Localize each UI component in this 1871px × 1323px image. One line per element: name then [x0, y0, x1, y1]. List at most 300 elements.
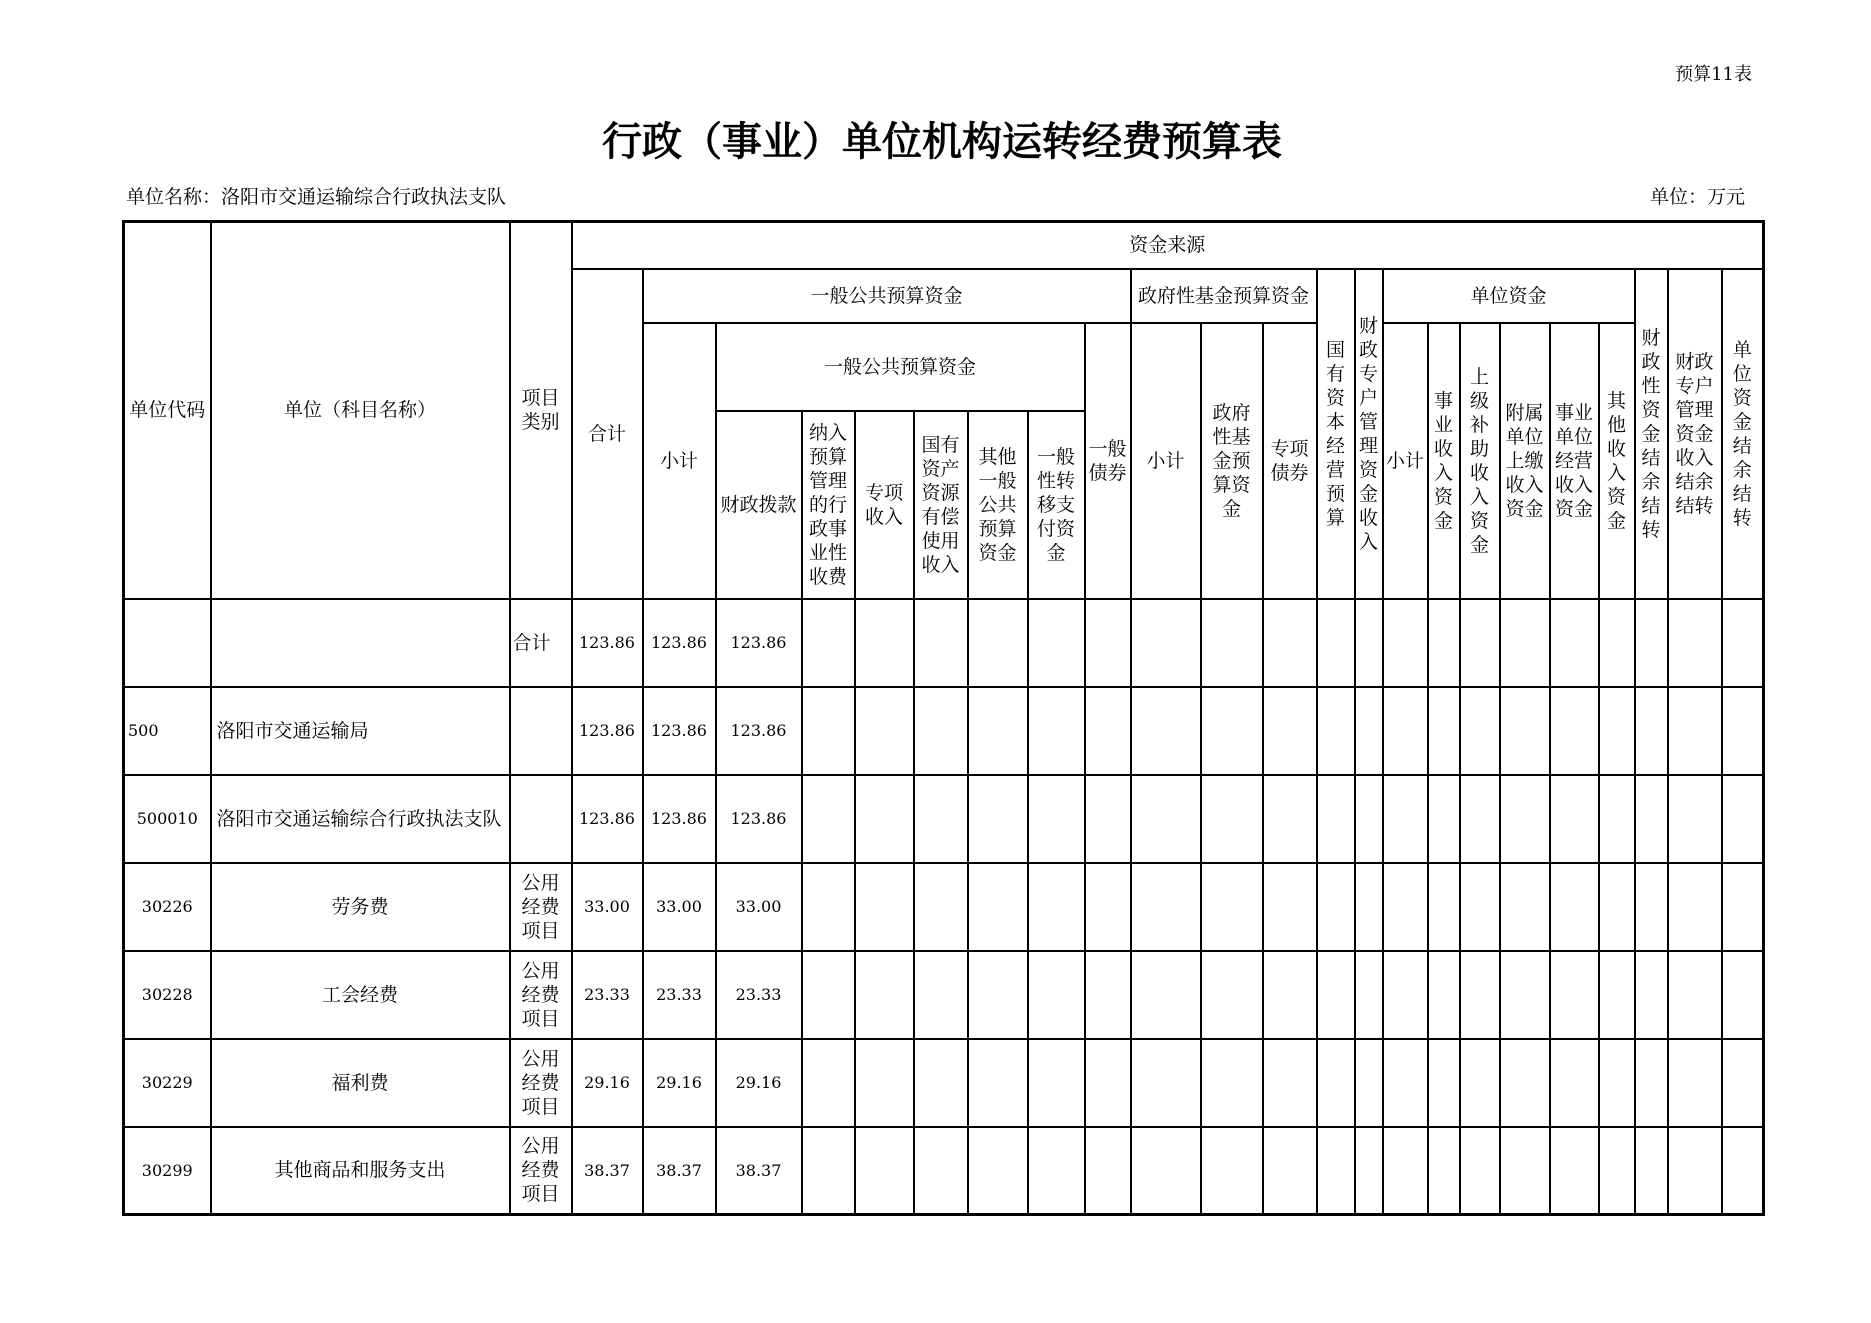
- col-state-capital-budget-label: 国有资本经营预算: [1325, 338, 1345, 529]
- empty-cell: [1599, 775, 1635, 863]
- col-gpb-subtotal-header: [643, 323, 716, 599]
- empty-cell: [1722, 775, 1764, 863]
- fiscal-appropriation-amount-cell: [716, 775, 802, 863]
- subtotal-amount-text: 33.00: [656, 897, 702, 916]
- unit-name-text: 劳务费: [331, 895, 389, 918]
- unit-code-cell: [124, 775, 211, 863]
- subtotal-amount-cell: [643, 1127, 716, 1215]
- project-category-text: 合计: [512, 632, 551, 654]
- fiscal-appropriation-amount-text: 123.86: [730, 809, 787, 828]
- empty-cell: [1028, 1039, 1085, 1127]
- empty-cell: [1263, 775, 1317, 863]
- col-transfer-payment-header: [1028, 411, 1085, 599]
- col-uf-subtotal-label: 小计: [1385, 449, 1424, 472]
- total-amount-text: 29.16: [584, 1073, 630, 1092]
- empty-cell: [914, 687, 968, 775]
- col-unit-code-label: 单位代码: [129, 399, 206, 422]
- fiscal-appropriation-amount-cell: [716, 1127, 802, 1215]
- total-amount-cell: [572, 775, 643, 863]
- empty-cell: [1599, 599, 1635, 687]
- empty-cell: [1550, 863, 1599, 951]
- unit-name-label: 单位名称：: [126, 186, 222, 208]
- col-general-public-budget-label: 一般公共预算资金: [810, 284, 963, 307]
- fiscal-appropriation-amount-cell: [716, 863, 802, 951]
- col-fiscal-special-account-header: [1355, 269, 1383, 599]
- empty-cell: [1460, 687, 1500, 775]
- empty-cell: [1635, 599, 1668, 687]
- empty-cell: [1383, 687, 1428, 775]
- total-amount-text: 123.86: [579, 809, 635, 828]
- empty-cell: [1317, 599, 1355, 687]
- empty-cell: [1028, 599, 1085, 687]
- col-special-income-header: [855, 411, 914, 599]
- empty-cell: [802, 687, 855, 775]
- empty-cell: [1201, 951, 1263, 1039]
- empty-cell: [1668, 599, 1722, 687]
- col-business-income-header: [1428, 323, 1460, 599]
- empty-cell: [1383, 1127, 1428, 1215]
- empty-cell: [802, 1127, 855, 1215]
- empty-cell: [855, 1039, 914, 1127]
- empty-cell: [802, 1039, 855, 1127]
- subtotal-amount-cell: [643, 1039, 716, 1127]
- empty-cell: [1131, 687, 1201, 775]
- unit-name-cell: [211, 599, 510, 687]
- col-state-asset-income-label: 国有资产资源有偿使用收入: [921, 433, 960, 576]
- empty-cell: [968, 687, 1028, 775]
- col-gfb-inner-label: 政府性基金预算资金: [1212, 401, 1251, 520]
- form-number: 预算11表: [1675, 64, 1752, 85]
- fiscal-appropriation-amount-text: 123.86: [730, 721, 787, 740]
- empty-cell: [1722, 951, 1764, 1039]
- empty-cell: [1383, 1039, 1428, 1127]
- empty-cell: [855, 599, 914, 687]
- empty-cell: [1355, 1039, 1383, 1127]
- empty-cell: [1428, 599, 1460, 687]
- empty-cell: [855, 863, 914, 951]
- table-row: [124, 951, 1764, 1039]
- empty-cell: [1263, 687, 1317, 775]
- empty-cell: [1599, 1039, 1635, 1127]
- unit-code-cell: [124, 687, 211, 775]
- empty-cell: [968, 863, 1028, 951]
- total-amount-text: 123.86: [579, 721, 635, 740]
- empty-cell: [1263, 599, 1317, 687]
- empty-cell: [1201, 599, 1263, 687]
- col-affiliated-remit-header: [1500, 323, 1550, 599]
- empty-cell: [1263, 863, 1317, 951]
- col-admin-fees-label: 纳入预算管理的行政事业性收费: [808, 421, 847, 588]
- empty-cell: [1201, 1127, 1263, 1215]
- empty-cell: [1550, 1127, 1599, 1215]
- empty-cell: [1500, 1039, 1550, 1127]
- empty-cell: [1635, 1127, 1668, 1215]
- col-state-capital-budget-header: [1317, 269, 1355, 599]
- empty-cell: [855, 951, 914, 1039]
- project-category-cell: [510, 1127, 572, 1215]
- empty-cell: [1668, 687, 1722, 775]
- empty-cell: [1355, 1127, 1383, 1215]
- empty-cell: [1428, 1127, 1460, 1215]
- empty-cell: [1428, 687, 1460, 775]
- fiscal-appropriation-amount-text: 29.16: [735, 1073, 782, 1092]
- unit-name-cell: [211, 687, 510, 775]
- total-amount-text: 38.37: [584, 1160, 630, 1180]
- col-fund-source-label: 资金来源: [1129, 234, 1206, 257]
- empty-cell: [855, 687, 914, 775]
- empty-cell: [1317, 1039, 1355, 1127]
- empty-cell: [1355, 687, 1383, 775]
- table-row: [124, 599, 1764, 687]
- empty-cell: [1635, 687, 1668, 775]
- col-gov-fund-budget-header: [1131, 269, 1317, 323]
- project-category-cell: [510, 775, 572, 863]
- fiscal-appropriation-amount-cell: [716, 1039, 802, 1127]
- col-business-operating-label: 事业单位经营收入资金: [1554, 401, 1593, 520]
- table-body: [124, 599, 1764, 1215]
- col-gpb-subtotal-label: 小计: [659, 449, 698, 472]
- empty-cell: [914, 951, 968, 1039]
- subtotal-amount-text: 123.86: [651, 633, 707, 652]
- col-special-account-carryover-label: 财政专户管理资金收入结余结转: [1675, 350, 1714, 517]
- empty-cell: [1550, 775, 1599, 863]
- empty-cell: [1028, 863, 1085, 951]
- project-category-text: 公用经费项目: [521, 1135, 560, 1206]
- unit-name-cell: [211, 951, 510, 1039]
- empty-cell: [1028, 775, 1085, 863]
- subtotal-amount-text: 123.86: [651, 721, 707, 740]
- col-unit-code-header: [124, 222, 211, 599]
- empty-cell: [914, 1127, 968, 1215]
- empty-cell: [1383, 951, 1428, 1039]
- empty-cell: [1668, 1039, 1722, 1127]
- empty-cell: [1722, 1039, 1764, 1127]
- col-gfb-inner-header: [1201, 323, 1263, 599]
- empty-cell: [1460, 1039, 1500, 1127]
- total-amount-cell: [572, 863, 643, 951]
- fiscal-appropriation-amount-cell: [716, 951, 802, 1039]
- col-general-bonds-label: 一般债券: [1088, 437, 1127, 484]
- total-amount-cell: [572, 599, 643, 687]
- empty-cell: [1085, 775, 1131, 863]
- unit-name-text: 福利费: [331, 1071, 389, 1094]
- empty-cell: [1722, 1127, 1764, 1215]
- empty-cell: [1635, 951, 1668, 1039]
- empty-cell: [1668, 775, 1722, 863]
- empty-cell: [1635, 775, 1668, 863]
- col-general-bonds-header: [1085, 323, 1131, 599]
- col-unit-funds-header: [1383, 269, 1635, 323]
- subtotal-amount-text: 23.33: [656, 985, 702, 1004]
- empty-cell: [1317, 775, 1355, 863]
- empty-cell: [1201, 687, 1263, 775]
- project-category-text: 公用经费项目: [521, 959, 560, 1030]
- empty-cell: [1428, 863, 1460, 951]
- col-gpb-inner-header: [716, 323, 1085, 411]
- project-category-cell: [510, 951, 572, 1039]
- empty-cell: [1131, 1039, 1201, 1127]
- empty-cell: [1500, 951, 1550, 1039]
- empty-cell: [1460, 775, 1500, 863]
- empty-cell: [1085, 951, 1131, 1039]
- empty-cell: [802, 863, 855, 951]
- project-category-cell: [510, 863, 572, 951]
- empty-cell: [1355, 863, 1383, 951]
- empty-cell: [1131, 1127, 1201, 1215]
- empty-cell: [914, 863, 968, 951]
- empty-cell: [1500, 687, 1550, 775]
- empty-cell: [1028, 687, 1085, 775]
- unit-code-cell: [124, 863, 211, 951]
- unit-name-cell: [211, 1127, 510, 1215]
- empty-cell: [1383, 775, 1428, 863]
- total-amount-text: 23.33: [584, 985, 630, 1004]
- empty-cell: [1550, 599, 1599, 687]
- col-affiliated-remit-label: 附属单位上缴收入资金: [1505, 401, 1544, 520]
- col-project-category-header: [510, 222, 572, 599]
- total-amount-cell: [572, 687, 643, 775]
- page-title: 行政（事业）单位机构运转经费预算表: [602, 118, 1282, 165]
- col-special-income-label: 专项收入: [864, 481, 903, 528]
- empty-cell: [968, 599, 1028, 687]
- project-category-cell: [510, 599, 572, 687]
- empty-cell: [1635, 1039, 1668, 1127]
- empty-cell: [1317, 1127, 1355, 1215]
- empty-cell: [1201, 775, 1263, 863]
- col-unit-name-header: [211, 222, 510, 599]
- empty-cell: [1085, 687, 1131, 775]
- unit-name-text: 工会经费: [321, 983, 398, 1006]
- empty-cell: [914, 1039, 968, 1127]
- unit-code-text: 30229: [141, 1073, 193, 1092]
- unit-name-cell: [211, 1039, 510, 1127]
- col-fiscal-carryover-header: [1635, 269, 1668, 599]
- empty-cell: [1428, 775, 1460, 863]
- unit-code-text: 500: [128, 721, 159, 740]
- empty-cell: [1460, 951, 1500, 1039]
- col-gpb-inner-label: 一般公共预算资金: [823, 355, 976, 378]
- col-general-public-budget-header: [643, 269, 1131, 323]
- empty-cell: [1668, 863, 1722, 951]
- col-fiscal-special-account-label: 财政专户管理资金收入: [1358, 314, 1378, 553]
- col-unit-funds-label: 单位资金: [1470, 284, 1547, 307]
- project-category-text: 公用经费项目: [521, 1047, 560, 1118]
- unit-name-line: [126, 186, 506, 208]
- col-total-header: [572, 269, 643, 599]
- unit-name-text: 其他商品和服务支出: [274, 1159, 446, 1182]
- col-unit-funds-carryover-label: 单位资金结余结转: [1732, 338, 1752, 529]
- empty-cell: [1460, 599, 1500, 687]
- col-unit-name-label: 单位（科目名称）: [283, 399, 436, 422]
- col-other-income-header: [1599, 323, 1635, 599]
- empty-cell: [1722, 599, 1764, 687]
- subtotal-amount-cell: [643, 599, 716, 687]
- total-amount-text: 123.86: [579, 633, 635, 652]
- empty-cell: [1085, 1127, 1131, 1215]
- empty-cell: [1201, 1039, 1263, 1127]
- empty-cell: [1201, 863, 1263, 951]
- col-total-label: 合计: [587, 422, 626, 445]
- budget-table: [122, 220, 1765, 1216]
- empty-cell: [1635, 863, 1668, 951]
- col-business-operating-header: [1550, 323, 1599, 599]
- project-category-cell: [510, 687, 572, 775]
- empty-cell: [1500, 775, 1550, 863]
- empty-cell: [1722, 687, 1764, 775]
- empty-cell: [914, 599, 968, 687]
- empty-cell: [802, 775, 855, 863]
- empty-cell: [1085, 599, 1131, 687]
- empty-cell: [1085, 1039, 1131, 1127]
- unit-code-cell: [124, 951, 211, 1039]
- header-row-1: [124, 222, 1764, 269]
- col-unit-funds-carryover-header: [1722, 269, 1764, 599]
- table-row: [124, 1039, 1764, 1127]
- col-admin-fees-header: [802, 411, 855, 599]
- empty-cell: [1500, 1127, 1550, 1215]
- empty-cell: [1550, 951, 1599, 1039]
- fiscal-appropriation-amount-text: 123.86: [730, 633, 787, 652]
- unit-name-cell: [211, 863, 510, 951]
- empty-cell: [1550, 1039, 1599, 1127]
- col-other-gpb-header: [968, 411, 1028, 599]
- empty-cell: [1355, 775, 1383, 863]
- empty-cell: [1722, 863, 1764, 951]
- fiscal-appropriation-amount-text: 33.00: [735, 897, 782, 916]
- empty-cell: [968, 1127, 1028, 1215]
- unit-code-cell: [124, 1039, 211, 1127]
- subtotal-amount-text: 38.37: [656, 1160, 702, 1180]
- col-gfb-subtotal-label: 小计: [1146, 449, 1185, 472]
- fiscal-appropriation-amount-text: 23.33: [735, 985, 782, 1004]
- total-amount-text: 33.00: [584, 897, 630, 916]
- empty-cell: [1460, 1127, 1500, 1215]
- empty-cell: [968, 951, 1028, 1039]
- col-business-income-label: 事业收入资金: [1433, 389, 1453, 532]
- col-transfer-payment-label: 一般性转移支付资金: [1036, 445, 1075, 564]
- col-superior-subsidy-label: 上级补助收入资金: [1469, 365, 1489, 556]
- unit-name-cell: [211, 775, 510, 863]
- empty-cell: [1131, 775, 1201, 863]
- empty-cell: [1028, 1127, 1085, 1215]
- empty-cell: [1500, 599, 1550, 687]
- fiscal-appropriation-amount-cell: [716, 599, 802, 687]
- empty-cell: [1355, 951, 1383, 1039]
- subtotal-amount-text: 123.86: [651, 809, 707, 828]
- empty-cell: [1317, 863, 1355, 951]
- col-state-asset-income-header: [914, 411, 968, 599]
- empty-cell: [1428, 951, 1460, 1039]
- fiscal-appropriation-amount-cell: [716, 687, 802, 775]
- empty-cell: [855, 775, 914, 863]
- unit-name-text: 洛阳市交通运输局: [216, 719, 369, 742]
- amount-unit-label: 单位：: [1649, 186, 1707, 208]
- empty-cell: [802, 951, 855, 1039]
- empty-cell: [1317, 687, 1355, 775]
- empty-cell: [855, 1127, 914, 1215]
- empty-cell: [1668, 1127, 1722, 1215]
- col-fiscal-carryover-label: 财政性资金结余结转: [1641, 326, 1661, 541]
- subtotal-amount-cell: [643, 687, 716, 775]
- project-category-cell: [510, 1039, 572, 1127]
- col-other-gpb-label: 其他一般公共预算资金: [978, 445, 1017, 564]
- col-fund-source-header: [572, 222, 1764, 269]
- empty-cell: [968, 1039, 1028, 1127]
- total-amount-cell: [572, 1127, 643, 1215]
- col-superior-subsidy-header: [1460, 323, 1500, 599]
- unit-code-text: 30226: [141, 897, 193, 916]
- col-special-account-carryover-header: [1668, 269, 1722, 599]
- empty-cell: [1599, 1127, 1635, 1215]
- unit-name-value: 洛阳市交通运输综合行政执法支队: [221, 186, 507, 208]
- empty-cell: [1085, 863, 1131, 951]
- table-row: [124, 1127, 1764, 1215]
- subtotal-amount-text: 29.16: [656, 1073, 702, 1092]
- col-gov-fund-budget-label: 政府性基金预算资金: [1137, 284, 1309, 307]
- col-special-bonds-header: [1263, 323, 1317, 599]
- col-gfb-subtotal-header: [1131, 323, 1201, 599]
- empty-cell: [1383, 863, 1428, 951]
- empty-cell: [1131, 863, 1201, 951]
- empty-cell: [1131, 951, 1201, 1039]
- unit-code-cell: [124, 1127, 211, 1215]
- col-special-bonds-label: 专项债券: [1270, 437, 1309, 484]
- empty-cell: [1263, 1127, 1317, 1215]
- empty-cell: [1317, 951, 1355, 1039]
- empty-cell: [1028, 951, 1085, 1039]
- empty-cell: [1599, 687, 1635, 775]
- amount-unit-line: [1650, 186, 1745, 208]
- empty-cell: [1355, 599, 1383, 687]
- table-row: [124, 863, 1764, 951]
- col-fiscal-appropriation-header: [716, 411, 802, 599]
- col-other-income-label: 其他收入资金: [1606, 389, 1626, 532]
- empty-cell: [1500, 863, 1550, 951]
- total-amount-cell: [572, 1039, 643, 1127]
- col-fiscal-appropriation-label: 财政拨款: [720, 493, 797, 516]
- empty-cell: [1383, 599, 1428, 687]
- empty-cell: [802, 599, 855, 687]
- unit-code-cell: [124, 599, 211, 687]
- empty-cell: [914, 775, 968, 863]
- empty-cell: [1460, 863, 1500, 951]
- empty-cell: [1599, 951, 1635, 1039]
- table-row: [124, 687, 1764, 775]
- total-amount-cell: [572, 951, 643, 1039]
- empty-cell: [1131, 599, 1201, 687]
- project-category-text: 公用经费项目: [521, 871, 560, 942]
- empty-cell: [1428, 1039, 1460, 1127]
- subtotal-amount-cell: [643, 863, 716, 951]
- unit-code-text: 30228: [141, 985, 193, 1004]
- table-header: [124, 222, 1764, 599]
- col-project-category-label: 项目类别: [521, 387, 560, 434]
- col-uf-subtotal-header: [1383, 323, 1428, 599]
- empty-cell: [1668, 951, 1722, 1039]
- fiscal-appropriation-amount-text: 38.37: [735, 1160, 782, 1180]
- empty-cell: [1550, 687, 1599, 775]
- unit-name-text: 洛阳市交通运输综合行政执法支队: [216, 807, 502, 830]
- empty-cell: [1599, 863, 1635, 951]
- empty-cell: [1263, 1039, 1317, 1127]
- unit-code-text: 30299: [141, 1160, 193, 1180]
- amount-unit-value: 万元: [1706, 186, 1745, 208]
- subtotal-amount-cell: [643, 775, 716, 863]
- unit-code-text: 500010: [136, 809, 198, 828]
- empty-cell: [1263, 951, 1317, 1039]
- table-row: [124, 775, 1764, 863]
- subtotal-amount-cell: [643, 951, 716, 1039]
